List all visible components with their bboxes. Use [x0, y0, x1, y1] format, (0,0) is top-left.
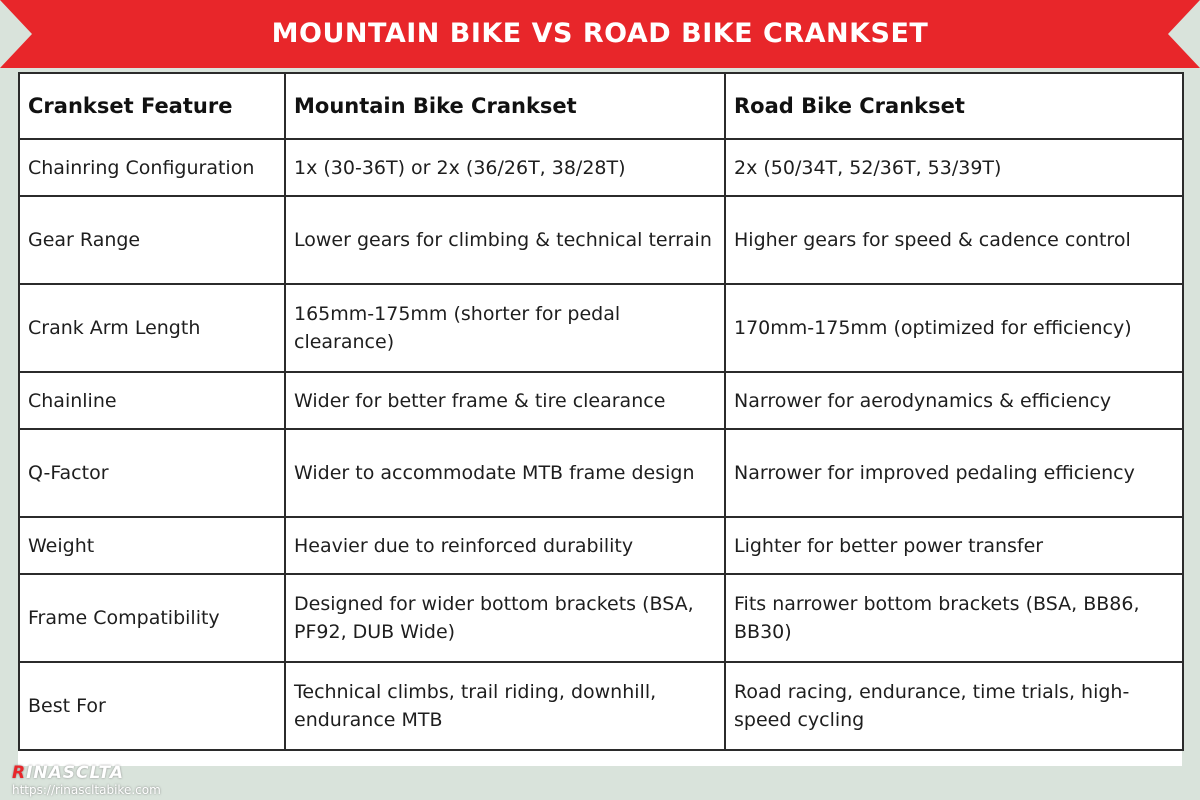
page-title: MOUNTAIN BIKE VS ROAD BIKE CRANKSET — [271, 18, 929, 49]
comparison-table-card — [18, 72, 1182, 766]
brand-logo — [12, 764, 161, 782]
table-row — [19, 139, 1183, 196]
mountain-bike-cell: 1x (30-36T) or 2x (36/26T, 38/28T) — [285, 139, 725, 196]
road-bike-cell: Higher gears for speed & cadence control — [725, 196, 1183, 284]
mountain-bike-cell: Wider to accommodate MTB frame design — [285, 429, 725, 517]
brand-footer — [12, 764, 161, 800]
mountain-bike-cell: Designed for wider bottom brackets (BSA, PF92, DUB Wide) — [285, 574, 725, 662]
brand-logo-initial: R — [12, 763, 27, 783]
table-row — [19, 574, 1183, 662]
feature-cell: Chainline — [19, 372, 285, 429]
feature-cell: Crank Arm Length — [19, 284, 285, 372]
feature-cell: Best For — [19, 662, 285, 750]
road-bike-cell: Road racing, endurance, time trials, high-speed cycling — [725, 662, 1183, 750]
road-bike-cell: Lighter for better power transfer — [725, 517, 1183, 574]
table-row — [19, 517, 1183, 574]
road-bike-cell: Fits narrower bottom brackets (BSA, BB86, BB30) — [725, 574, 1183, 662]
header-feature: Crankset Feature — [19, 73, 285, 139]
comparison-table — [18, 72, 1184, 751]
mountain-bike-cell: Heavier due to reinforced durability — [285, 517, 725, 574]
table-row — [19, 196, 1183, 284]
brand-logo-rest: INASCLTA — [26, 763, 124, 783]
header-mountain-bike: Mountain Bike Crankset — [285, 73, 725, 139]
mountain-bike-cell: Technical climbs, trail riding, downhill, endurance MTB — [285, 662, 725, 750]
title-banner — [0, 0, 1200, 68]
road-bike-cell: Narrower for improved pedaling efficiency — [725, 429, 1183, 517]
feature-cell: Chainring Configuration — [19, 139, 285, 196]
header-road-bike: Road Bike Crankset — [725, 73, 1183, 139]
table-header-row — [19, 73, 1183, 139]
table-row — [19, 372, 1183, 429]
feature-cell: Frame Compatibility — [19, 574, 285, 662]
table-row — [19, 284, 1183, 372]
feature-cell: Weight — [19, 517, 285, 574]
table-row — [19, 662, 1183, 750]
road-bike-cell: Narrower for aerodynamics & efficiency — [725, 372, 1183, 429]
mountain-bike-cell: Wider for better frame & tire clearance — [285, 372, 725, 429]
brand-url: https://rinascltabike.com — [12, 783, 161, 797]
mountain-bike-cell: 165mm-175mm (shorter for pedal clearance) — [285, 284, 725, 372]
feature-cell: Gear Range — [19, 196, 285, 284]
table-row — [19, 429, 1183, 517]
mountain-bike-cell: Lower gears for climbing & technical terrain — [285, 196, 725, 284]
road-bike-cell: 2x (50/34T, 52/36T, 53/39T) — [725, 139, 1183, 196]
road-bike-cell: 170mm-175mm (optimized for efficiency) — [725, 284, 1183, 372]
feature-cell: Q-Factor — [19, 429, 285, 517]
